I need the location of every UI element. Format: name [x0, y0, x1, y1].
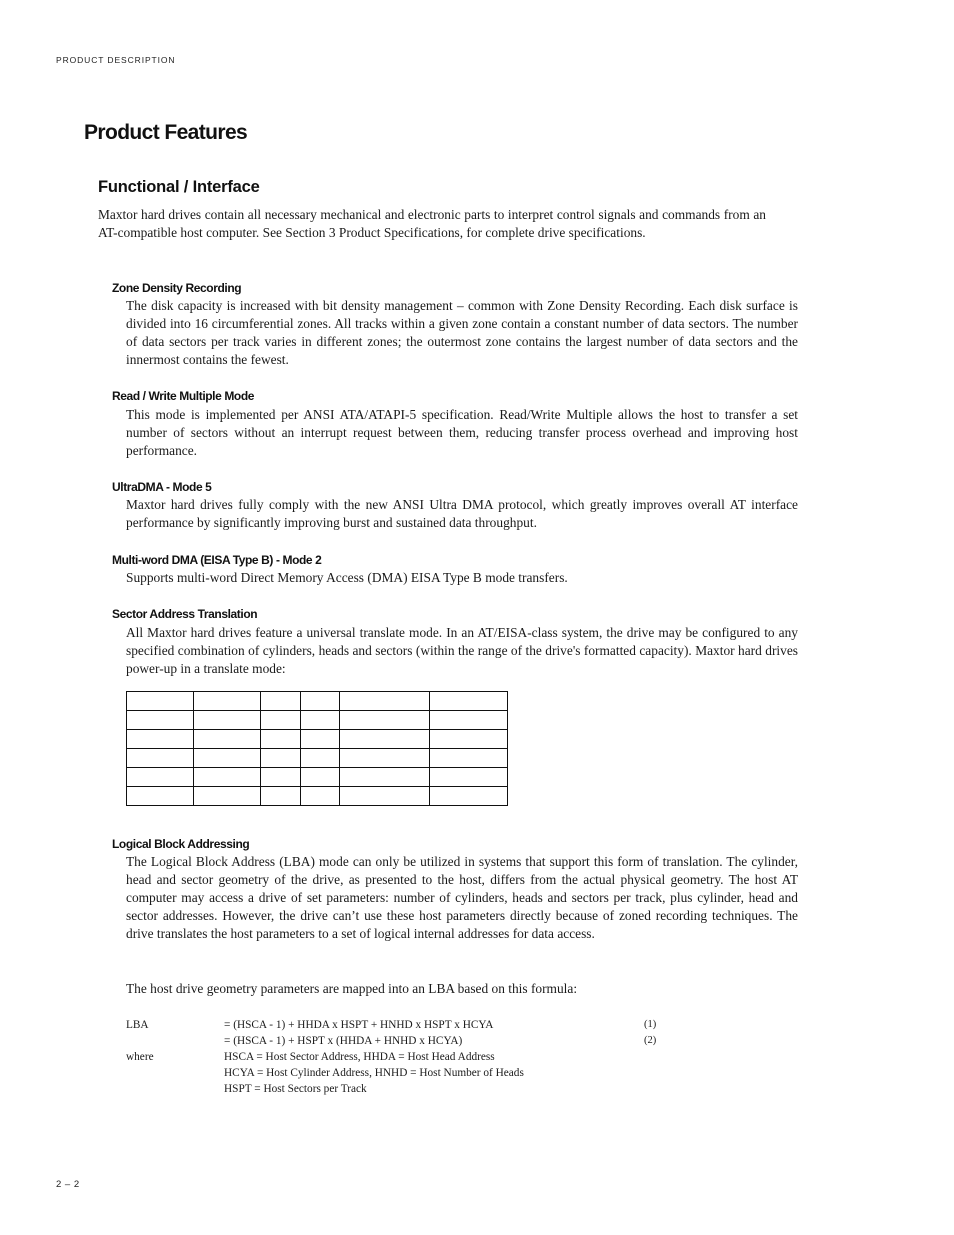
subheading-logical-block-addressing: Logical Block Addressing [112, 837, 250, 851]
body-ultradma: Maxtor hard drives fully comply with the new ANSI Ultra DMA protocol, which greatly improves overall AT interface performance by significantly improving burst and sustained data throughput. [126, 497, 798, 530]
table-cell [430, 692, 508, 711]
subheading-read-write-multiple: Read / Write Multiple Mode [112, 389, 255, 403]
table-cell [127, 749, 194, 768]
table-cell [261, 730, 301, 749]
page-number: 2 – 2 [56, 1179, 80, 1190]
formula-line [126, 1017, 686, 1033]
table-cell [261, 768, 301, 787]
formula-line [126, 1049, 686, 1065]
table-cell [301, 692, 340, 711]
table-cell [194, 692, 261, 711]
table-cell [127, 787, 194, 806]
table-cell [127, 730, 194, 749]
formula-line [126, 1081, 686, 1097]
table-cell [430, 730, 508, 749]
translate-mode-table [126, 691, 508, 806]
section-intro: Maxtor hard drives contain all necessary mechanical and electronic parts to interpret control signals and commands from an AT-compatible host computer. See Section 3 Product Specifications, for complete drive specifications. [98, 207, 766, 240]
formula-expression: = (HSCA - 1) + HSPT x (HHDA + HNHD x HCYA) [224, 1035, 463, 1047]
table-cell [301, 730, 340, 749]
table-cell [261, 749, 301, 768]
formula-expression: HSCA = Host Sector Address, HHDA = Host Head Address [224, 1051, 495, 1063]
table-cell [127, 692, 194, 711]
body-sector-address-translation: All Maxtor hard drives feature a universal translate mode. In an AT/EISA-class system, the drive may be configured to any specified combination of cylinders, heads and sectors (within the range of the drive's formatted capacity). Maxtor hard drives power-up in a translate mode: [126, 625, 798, 676]
subheading-ultradma: UltraDMA - Mode 5 [112, 480, 212, 494]
table-cell [127, 711, 194, 730]
translate-table-body [127, 692, 508, 806]
table-cell [340, 711, 430, 730]
page-title: Product Features [84, 121, 248, 144]
table-cell [301, 711, 340, 730]
formula-label: where [126, 1051, 154, 1063]
table-row [127, 787, 508, 806]
table-cell [430, 787, 508, 806]
table-cell [194, 768, 261, 787]
table-cell [430, 711, 508, 730]
table-cell [340, 787, 430, 806]
table-cell [301, 787, 340, 806]
table-row [127, 711, 508, 730]
table-cell [430, 768, 508, 787]
lba-formula [126, 1017, 686, 1097]
table-row [127, 749, 508, 768]
table-row [127, 692, 508, 711]
table-cell [340, 730, 430, 749]
table-cell [194, 787, 261, 806]
subheading-multiword-dma: Multi-word DMA (EISA Type B) - Mode 2 [112, 553, 322, 567]
table-cell [340, 749, 430, 768]
formula-line [126, 1033, 686, 1049]
section-heading-functional-interface: Functional / Interface [98, 178, 260, 196]
subheading-zone-density-recording: Zone Density Recording [112, 281, 242, 295]
table-row [127, 730, 508, 749]
table-cell [261, 787, 301, 806]
table-cell [340, 692, 430, 711]
subheading-sector-address-translation: Sector Address Translation [112, 607, 258, 621]
formula-number: (1) [644, 1019, 657, 1030]
table-cell [261, 711, 301, 730]
table-cell [261, 692, 301, 711]
table-cell [430, 749, 508, 768]
table-row [127, 768, 508, 787]
table-cell [340, 768, 430, 787]
formula-label: LBA [126, 1019, 149, 1031]
body-multiword-dma: Supports multi-word Direct Memory Access (DMA) EISA Type B mode transfers. [126, 570, 568, 585]
body-zone-density-recording: The disk capacity is increased with bit density management – common with Zone Density Recording. Each disk surface is divided into 16 circumferential zones. All tracks within a given zone contain a constant number of data sectors. The number of data sectors per track varies in different zones; the outermost zone contains the largest number of data sectors and the innermost contains the fewest. [126, 298, 798, 367]
table-cell [194, 711, 261, 730]
table-cell [301, 749, 340, 768]
table-cell [127, 768, 194, 787]
formula-expression: = (HSCA - 1) + HHDA x HSPT + HNHD x HSPT x HCYA [224, 1019, 494, 1031]
body-logical-block-addressing: The Logical Block Address (LBA) mode can only be utilized in systems that support this form of translation. The cylinder, head and sector geometry of the drive, as presented to the host, differs from the actual physical geometry. The host AT computer may access a drive of set parameters: number of cylinders, heads and sectors per track, plus cylinder, head and sector addresses. However, the drive can’t use these host parameters directly because of zoned recording techniques. The drive translates the host parameters to a set of logical internal addresses for data access. [126, 854, 798, 941]
table-cell [194, 730, 261, 749]
table-cell [194, 749, 261, 768]
formula-number: (2) [644, 1035, 657, 1046]
formula-line [126, 1065, 686, 1081]
formula-expression: HSPT = Host Sectors per Track [224, 1083, 367, 1095]
running-head: PRODUCT DESCRIPTION [56, 55, 176, 65]
table-cell [301, 768, 340, 787]
formula-expression: HCYA = Host Cylinder Address, HNHD = Host Number of Heads [224, 1067, 524, 1079]
body-read-write-multiple: This mode is implemented per ANSI ATA/ATAPI-5 specification. Read/Write Multiple allows the host to transfer a set number of sectors without an interrupt request between them, reducing transfer process overhead and improving host performance. [126, 407, 798, 458]
formula-intro: The host drive geometry parameters are mapped into an LBA based on this formula: [126, 981, 578, 996]
